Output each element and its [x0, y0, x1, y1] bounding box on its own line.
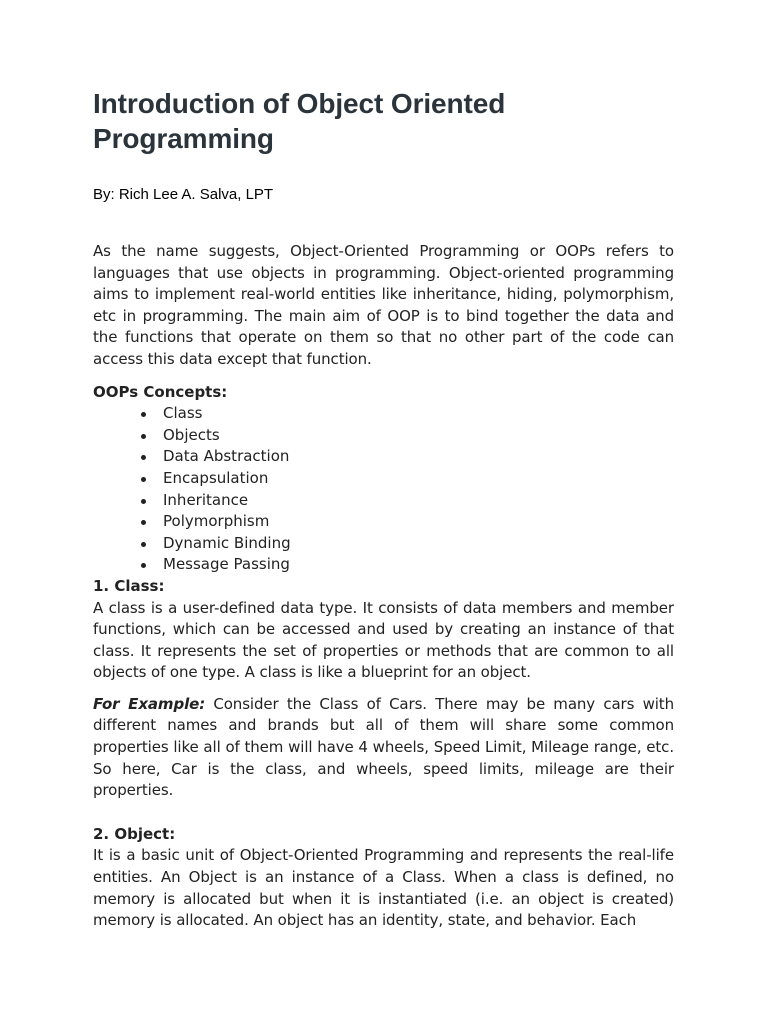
list-item-label: Inheritance	[163, 490, 249, 509]
list-item	[163, 468, 674, 490]
bullet-icon	[141, 455, 146, 460]
list-item-label: Polymorphism	[163, 512, 270, 531]
example-label: For Example:	[93, 694, 206, 713]
class-section-heading: 1. Class:	[93, 576, 165, 595]
concepts-list	[93, 403, 674, 576]
list-item	[163, 554, 674, 576]
bullet-icon	[141, 477, 146, 482]
intro-paragraph: As the name suggests, Object-Oriented Programming or OOPs refers to languages that use objects in programming. Object-oriented programming aims to implement real-world entities like inheritance, hiding, polymorphism, etc in programming. The main aim of OOP is to bind together the data and the functions that operate on them so that no other part of the code can access this data except that function.	[93, 242, 674, 368]
class-section-body: A class is a user-defined data type. It consists of data members and member functions, which can be accessed and used by creating an instance of that class. It represents the set of properties or methods that are common to all objects of one type. A class is like a blueprint for an object.	[93, 598, 674, 682]
list-item-label: Message Passing	[163, 555, 290, 574]
bullet-icon	[141, 499, 146, 504]
concepts-heading: OOPs Concepts:	[93, 382, 228, 401]
list-item	[163, 403, 674, 425]
list-item	[163, 425, 674, 447]
document-title: Introduction of Object Oriented Programming	[93, 88, 506, 154]
list-item-label: Encapsulation	[163, 468, 269, 487]
bullet-icon	[141, 542, 146, 547]
list-item	[163, 533, 674, 555]
example-text: Consider the Class of Cars. There may be many cars with different names and brands but all of them will share some common properties like all of them will have 4 wheels, Speed Limit, Mileage range, etc. So here, Car is the class, and wheels, speed limits, mileage are their properties.	[93, 694, 674, 800]
list-item	[163, 511, 674, 533]
document-content	[93, 86, 674, 932]
bullet-icon	[141, 434, 146, 439]
list-item-label: Dynamic Binding	[163, 533, 291, 552]
author-byline: By: Rich Lee A. Salva, LPT	[93, 186, 274, 203]
bullet-icon	[141, 563, 146, 568]
list-item	[163, 490, 674, 512]
list-item-label: Objects	[163, 425, 220, 444]
class-example-paragraph	[93, 694, 674, 802]
list-item-label: Class	[163, 404, 203, 423]
list-item	[163, 446, 674, 468]
bullet-icon	[141, 520, 146, 525]
object-section-heading: 2. Object:	[93, 824, 176, 843]
object-section-body: It is a basic unit of Object-Oriented Programming and represents the real-life entities. An Object is an instance of a Class. When a class is defined, no memory is allocated but when it is instantiated (i.e. an object is created) memory is allocated. An object has an identity, state, and behavior. Each	[93, 846, 674, 930]
bullet-icon	[141, 412, 146, 417]
list-item-label: Data Abstraction	[163, 447, 290, 466]
